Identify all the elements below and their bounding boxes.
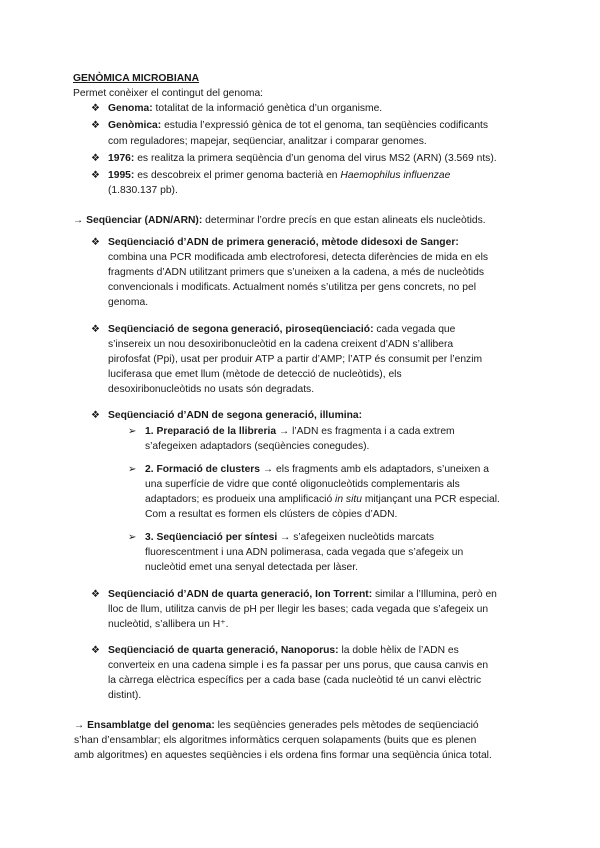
text-line: fragments d’ADN utilitzant primers que s’uneixen a la cadena, a més de nucleòtids bbox=[108, 267, 485, 278]
illumina-step-3 bbox=[145, 530, 463, 575]
text-line: la càrrega elèctrica específics per a cada base (cada nucleòtid té un canvi elèctric bbox=[108, 675, 482, 686]
text-line: luciferasa que emet llum (mètode de detecció de nucleòtids), els bbox=[108, 369, 402, 380]
diamond-bullet-icon: ❖ bbox=[91, 170, 100, 181]
text-line: distint). bbox=[108, 690, 142, 701]
text-line: s’han d’ensamblar; els algoritmes informàtics cerquen solapaments (buits que es plenen bbox=[74, 735, 477, 746]
text-line: fluorescentment i una ADN polimerasa, cada vegada que s’afegeix un bbox=[145, 547, 464, 558]
text-line: amb algoritmes) en aquestes seqüències i els ordena fins formar una seqüència única total. bbox=[74, 750, 492, 761]
list-item-1976: 1976: es realitza la primera seqüència d’un genoma del virus MS2 (ARN) (3.569 nts). bbox=[108, 153, 497, 164]
text-line: Com a resultat es formen els clústers de còpies d’ADN. bbox=[145, 509, 398, 520]
text-line: combina una PCR modificada amb electroforesi, detecta diferències de mida en els bbox=[108, 252, 489, 263]
diamond-bullet-icon: ❖ bbox=[91, 324, 100, 335]
assembly-section bbox=[74, 718, 492, 763]
text-line: convencionals i modificats. Actualment només s’utilitza per gens concrets, no pel bbox=[108, 282, 477, 293]
intro-text: Permet conèixer el contingut del genoma: bbox=[73, 88, 264, 99]
text-line: 1. Preparació de la llibreria → l’ADN es fragmenta i a cada extrem bbox=[145, 426, 455, 437]
illumina-step-2 bbox=[145, 462, 500, 522]
sequencing-heading: → Seqüenciar (ADN/ARN): determinar l’ordre precís en que estan alineats els nucleòtids. bbox=[73, 215, 486, 226]
species-name: Haemophilus influenzae bbox=[340, 170, 451, 181]
diamond-bullet-icon: ❖ bbox=[91, 589, 100, 600]
text-line: adaptadors; es produeix una amplificació in situ mitjançant una PCR especial. bbox=[145, 494, 500, 505]
page-title: GENÒMICA MICROBIANA bbox=[73, 73, 200, 84]
iontorrent-section bbox=[108, 587, 497, 632]
diamond-bullet-icon: ❖ bbox=[91, 153, 100, 164]
text-line: 3. Seqüenciació per síntesi → s’afegeixen nucleòtids marcats bbox=[145, 532, 435, 543]
diamond-bullet-icon: ❖ bbox=[91, 645, 100, 656]
list-item-genoma: Genoma: totalitat de la informació genètica d’un organisme. bbox=[108, 103, 383, 114]
sanger-term: Seqüenciació d’ADN de primera generació, mètode didesoxi de Sanger: bbox=[108, 237, 459, 248]
list-item-genomica: Genòmica: estudia l’expressió gènica de tot el genoma, tan seqüències codificants bbox=[108, 120, 489, 131]
text-line: converteix en una cadena simple i es fa passar per uns porus, que causa canvis en bbox=[108, 660, 489, 671]
nanopore-section bbox=[108, 643, 488, 703]
diamond-bullet-icon: ❖ bbox=[91, 103, 100, 114]
text-line: genoma. bbox=[108, 297, 149, 308]
diamond-bullet-icon: ❖ bbox=[91, 410, 100, 421]
diamond-bullet-icon: ❖ bbox=[91, 237, 100, 248]
arrow-bullet-icon: ➢ bbox=[128, 464, 137, 475]
text-line: nucleòtid, s’allibera un H⁺. bbox=[108, 619, 229, 630]
text-line: → Ensamblatge del genoma: les seqüències generades pels mètodes de seqüenciació bbox=[74, 720, 479, 731]
text-line: s’insereix un nou desoxiribonucleòtid en la cadena creixent d’ADN s’allibera bbox=[108, 339, 454, 350]
text-line: 2. Formació de clusters → els fragments amb els adaptadors, s’uneixen a bbox=[145, 464, 489, 475]
list-item-genomica-cont: com reguladores; mapejar, seqüenciar, analitzar i comparar genomes. bbox=[108, 136, 427, 147]
text-line: una superfície de vidre que conté oligonucleòtids complementaris als bbox=[145, 479, 460, 490]
text-line: s’afegeixen adaptadors (seqüències conegudes). bbox=[145, 441, 370, 452]
text-line: Seqüenciació de quarta generació, Nanoporus: la doble hèlix de l’ADN es bbox=[108, 645, 459, 656]
illumina-term: Seqüenciació d’ADN de segona generació, illumina: bbox=[108, 410, 363, 421]
list-item-1995: 1995: es descobreix el primer genoma bacterià en Haemophilus influenzae bbox=[108, 170, 451, 181]
arrow-bullet-icon: ➢ bbox=[128, 426, 137, 437]
text-line: pirofosfat (Ppi), usat per produir ATP a partir d’AMP; l’ATP és consumit per l’enzim bbox=[108, 354, 483, 365]
list-item-1995-cont: (1.830.137 pb). bbox=[108, 185, 178, 196]
text-line: Seqüenciació de segona generació, piroseqüenciació: cada vegada que bbox=[108, 324, 456, 335]
illumina-step-1 bbox=[145, 424, 455, 454]
arrow-bullet-icon: ➢ bbox=[128, 532, 137, 543]
pyro-section bbox=[108, 322, 482, 397]
text-line: Seqüenciació d’ADN de quarta generació, Ion Torrent: similar a l’Illumina, però en bbox=[108, 589, 497, 600]
sanger-section bbox=[108, 235, 488, 310]
text-line: nucleòtid emet una senyal detectada per làser. bbox=[145, 562, 358, 573]
diamond-bullet-icon: ❖ bbox=[91, 120, 100, 131]
text-line: lloc de llum, utilitza canvis de pH per llegir les bases; cada vegada que s’afegeix un bbox=[108, 604, 489, 615]
text-line: desoxiribonucleòtids no usats són degradats. bbox=[108, 384, 315, 395]
